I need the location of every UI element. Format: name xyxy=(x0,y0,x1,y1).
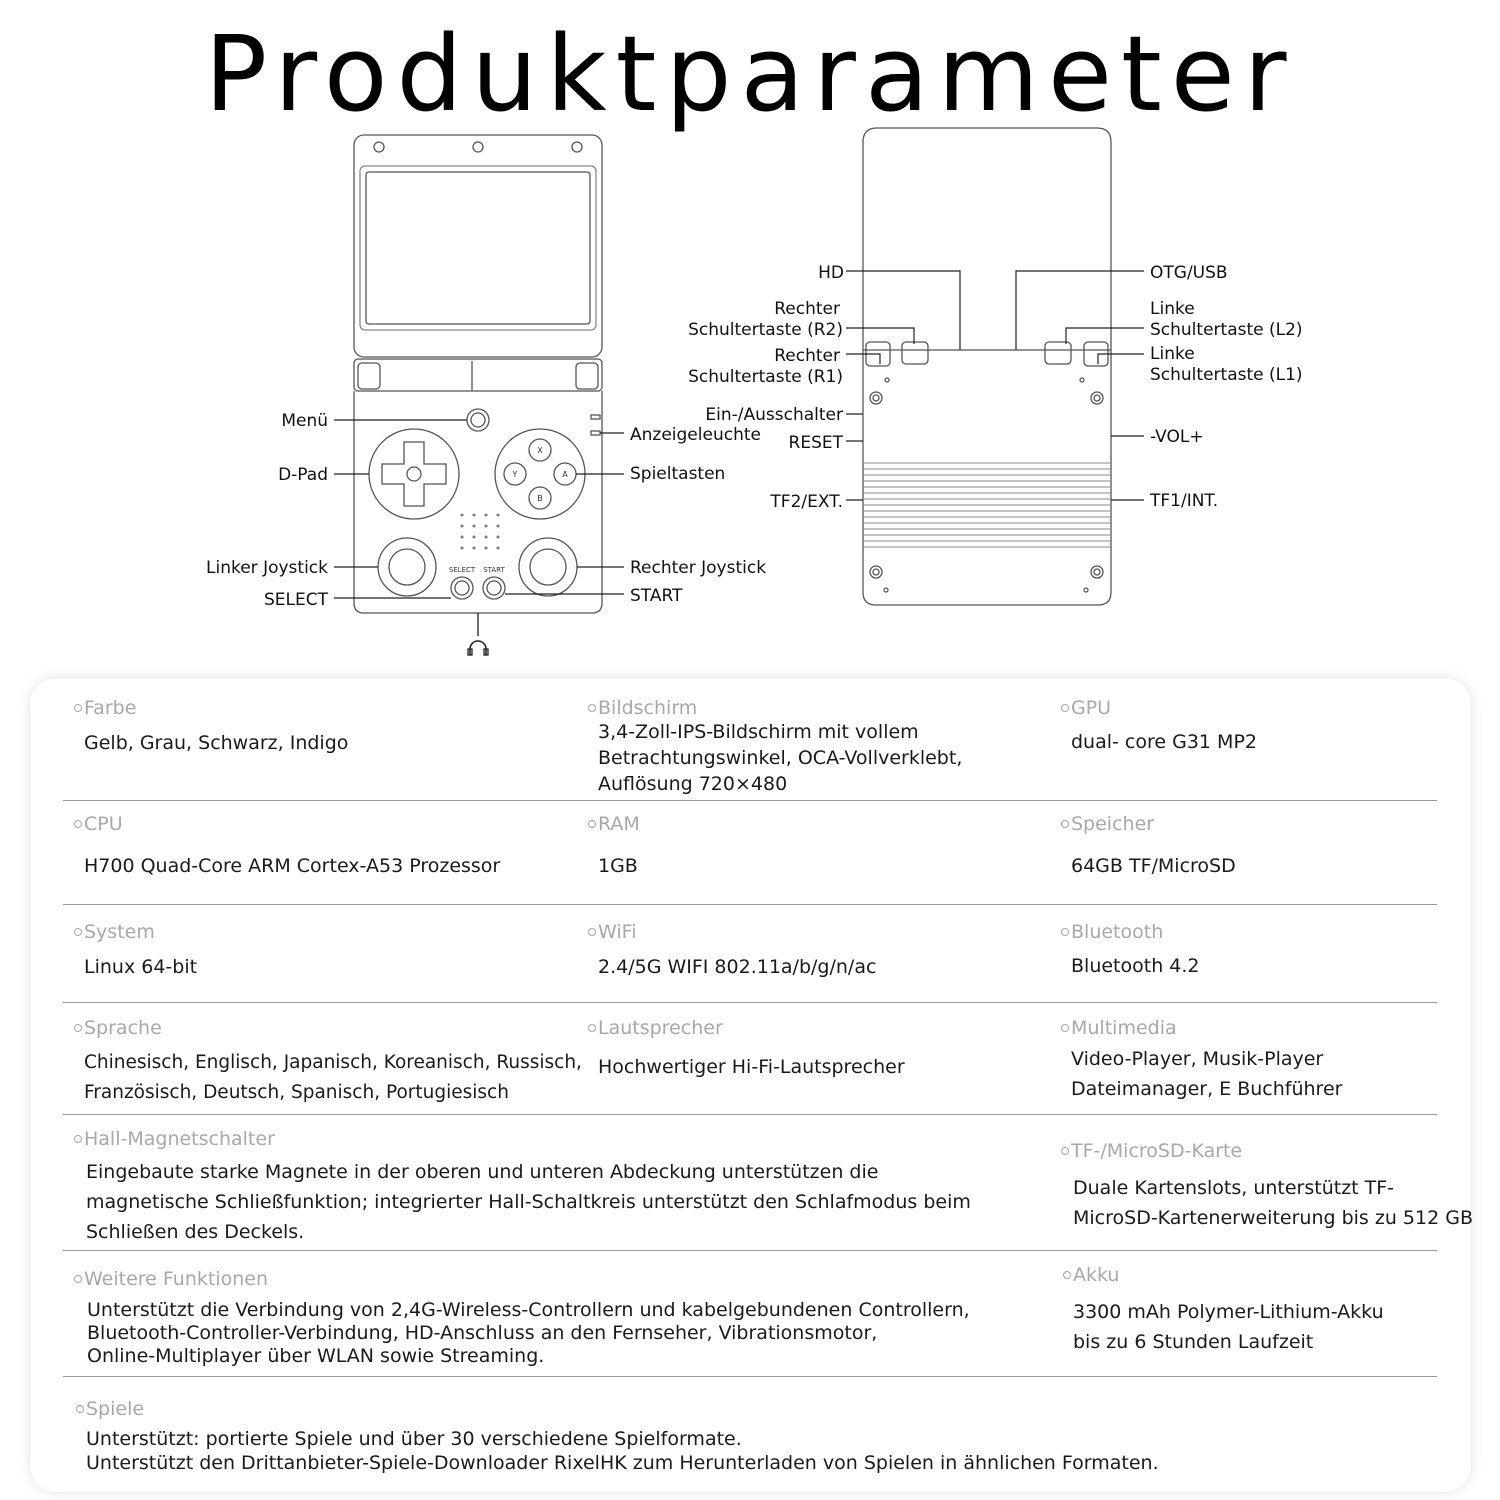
spec-value: Chinesisch, Englisch, Japanisch, Koreanisch, Russisch, Französisch, Deutsch, Spanisch, Portugiesisch xyxy=(84,1052,582,1103)
label-menu: Menü xyxy=(281,411,328,431)
spec-label: RAM xyxy=(598,813,640,835)
dpad-center xyxy=(407,467,421,481)
spec-tf-karte xyxy=(1061,1139,1481,1233)
screw-icon xyxy=(1091,392,1103,404)
bullet-icon xyxy=(76,1405,84,1413)
row-divider xyxy=(63,904,1437,905)
label-vol: -VOL+ xyxy=(1150,427,1204,447)
action-buttons-well xyxy=(495,429,585,519)
label-r1-line1: Rechter xyxy=(774,346,840,366)
back-view xyxy=(863,128,1111,605)
spec-bluetooth xyxy=(1061,920,1461,979)
spec-label: TF-/MicroSD-Karte xyxy=(1071,1140,1243,1162)
label-r2-line2: Schultertaste (R2) xyxy=(688,320,843,340)
hole xyxy=(1084,588,1088,592)
spec-label: Lautsprecher xyxy=(598,1017,723,1039)
spec-hall xyxy=(74,1127,1034,1247)
label-l2-line2: Schultertaste (L2) xyxy=(1150,320,1303,340)
bullet-icon xyxy=(74,928,82,936)
bullet-icon xyxy=(74,704,82,712)
spec-label: Farbe xyxy=(84,697,137,719)
label-tf1: TF1/INT. xyxy=(1150,491,1219,511)
front-view xyxy=(354,135,602,655)
spec-spiele xyxy=(76,1397,1276,1475)
screw-icon xyxy=(572,142,582,152)
spec-value: Bluetooth 4.2 xyxy=(1071,955,1200,977)
left-joystick-cap xyxy=(389,549,425,585)
screw-icon xyxy=(1091,566,1103,578)
screw-icon xyxy=(873,395,879,401)
hinge-part xyxy=(576,363,598,389)
page-title: Produktparameter xyxy=(204,13,1296,135)
spec-value: Video-Player, Musik-Player Dateimanager, E Buchführer xyxy=(1071,1048,1343,1100)
spec-value: 3300 mAh Polymer-Lithium-Akku bis zu 6 Stunden Laufzeit xyxy=(1073,1301,1384,1353)
bullet-icon xyxy=(588,820,596,828)
indicator-light xyxy=(591,415,600,419)
label-dpad: D-Pad xyxy=(278,465,328,485)
row-divider xyxy=(63,1114,1437,1115)
select-button-inner xyxy=(455,581,469,595)
bullet-icon xyxy=(1061,1147,1069,1155)
bullet-icon xyxy=(588,704,596,712)
label-left-joystick: Linker Joystick xyxy=(206,558,328,578)
label-indicator: Anzeigeleuchte xyxy=(630,425,761,445)
bullet-icon xyxy=(74,1135,82,1143)
spec-weitere xyxy=(74,1267,1034,1368)
spec-value: Eingebaute starke Magnete in der oberen und unteren Abdeckung unterstützen die magnetische Schließfunktion; integrierter Hall-Schaltkreis unterstützt den Schlafmodus beim Schließen des Deckels. xyxy=(86,1161,971,1243)
spec-speicher xyxy=(1061,812,1461,879)
spec-value: 64GB TF/MicroSD xyxy=(1071,855,1236,877)
label-l1-line2: Schultertaste (L1) xyxy=(1150,365,1303,385)
spec-value: 3,4-Zoll-IPS-Bildschirm mit vollem Betrachtungswinkel, OCA-Vollverklebt, Auflösung 720×480 xyxy=(598,721,963,795)
screw-icon xyxy=(870,566,882,578)
spec-akku xyxy=(1063,1263,1463,1357)
label-otg-usb: OTG/USB xyxy=(1150,263,1228,283)
hole xyxy=(885,378,889,382)
label-start: START xyxy=(630,586,683,606)
menu-button-inner xyxy=(471,413,485,427)
label-select: SELECT xyxy=(264,590,328,610)
bullet-icon xyxy=(1061,704,1069,712)
device-diagram xyxy=(0,0,1500,670)
spec-value: H700 Quad-Core ARM Cortex-A53 Prozessor xyxy=(84,855,501,877)
left-joystick xyxy=(378,538,436,596)
bullet-icon xyxy=(1061,820,1069,828)
spec-label: Weitere Funktionen xyxy=(84,1268,269,1290)
spec-system xyxy=(74,920,574,980)
spec-multimedia xyxy=(1061,1016,1461,1104)
screw-icon xyxy=(473,142,483,152)
spec-gpu xyxy=(1061,696,1461,755)
spec-farbe xyxy=(74,696,574,756)
button-a-letter: A xyxy=(562,470,568,479)
back-top-shell xyxy=(863,128,1111,350)
spec-label: Akku xyxy=(1073,1264,1120,1286)
screw-icon xyxy=(873,569,879,575)
screw-icon xyxy=(870,392,882,404)
row-divider xyxy=(63,1002,1437,1003)
spec-label: Multimedia xyxy=(1071,1017,1177,1039)
start-button xyxy=(483,577,505,599)
spec-value: Hochwertiger Hi-Fi-Lautsprecher xyxy=(598,1056,905,1078)
row-divider xyxy=(63,800,1437,801)
spec-value: Gelb, Grau, Schwarz, Indigo xyxy=(84,732,349,754)
menu-button xyxy=(467,409,489,431)
screw-icon xyxy=(1094,569,1100,575)
start-button-inner xyxy=(487,581,501,595)
spec-label: System xyxy=(84,921,155,943)
front-bottom-shell xyxy=(354,391,602,613)
dpad-icon xyxy=(382,442,446,506)
indicator-light xyxy=(591,431,600,435)
hole xyxy=(1080,378,1084,382)
screw-icon xyxy=(374,142,384,152)
right-joystick xyxy=(519,538,577,596)
spec-sprache xyxy=(74,1016,614,1108)
screen-bezel xyxy=(360,166,596,330)
screw-icon xyxy=(1094,395,1100,401)
button-x-letter: X xyxy=(537,446,543,455)
spec-label: Hall-Magnetschalter xyxy=(84,1128,275,1150)
select-button xyxy=(451,577,473,599)
spec-label: GPU xyxy=(1071,697,1112,719)
spec-ram xyxy=(588,812,1048,879)
spec-value: Unterstützt die Verbindung von 2,4G-Wireless-Controllern und kabelgebundenen Controllern, Bluetooth-Controller-Verbindung, HD-Anschluss an den Fernseher, Vibrationsmotor, Online-Multiplayer über WLAN sowie Streaming. xyxy=(87,1299,970,1367)
back-leaders xyxy=(846,271,1144,500)
spec-value: Linux 64-bit xyxy=(84,956,198,978)
screen xyxy=(366,172,590,324)
button-b-letter: B xyxy=(537,494,543,503)
bullet-icon xyxy=(74,820,82,828)
back-bottom-shell xyxy=(863,350,1111,605)
spec-value: 2.4/5G WIFI 802.11a/b/g/n/ac xyxy=(598,956,877,978)
bullet-icon xyxy=(1061,928,1069,936)
bullet-icon xyxy=(74,1024,82,1032)
label-right-joystick: Rechter Joystick xyxy=(630,558,767,578)
bullet-icon xyxy=(1063,1271,1071,1279)
select-small-label: SELECT xyxy=(448,566,476,574)
label-reset: RESET xyxy=(788,433,843,453)
r2-button xyxy=(902,342,928,364)
label-power: Ein-/Ausschalter xyxy=(705,405,843,425)
start-small-label: START xyxy=(483,566,505,574)
hinge-part xyxy=(358,363,380,389)
bullet-icon xyxy=(588,928,596,936)
hole xyxy=(884,588,888,592)
right-joystick-cap xyxy=(530,549,566,585)
hinge xyxy=(354,359,602,391)
spec-label: WiFi xyxy=(598,921,637,943)
bullet-icon xyxy=(74,1275,82,1283)
bullet-icon xyxy=(588,1024,596,1032)
l2-button xyxy=(1045,342,1071,364)
speaker-grille xyxy=(461,514,500,550)
label-l2-line1: Linke xyxy=(1150,299,1195,319)
spec-label: Speicher xyxy=(1071,813,1155,835)
spec-label: Bluetooth xyxy=(1071,921,1164,943)
label-hd: HD xyxy=(818,263,844,283)
spec-value: dual- core G31 MP2 xyxy=(1071,731,1257,753)
label-tf2: TF2/EXT. xyxy=(770,492,843,512)
label-r1-line2: Schultertaste (R1) xyxy=(688,367,843,387)
spec-bildschirm xyxy=(588,696,1048,797)
row-divider xyxy=(63,1376,1437,1377)
label-r2-line1: Rechter xyxy=(774,299,840,319)
spec-value: 1GB xyxy=(598,855,638,877)
bullet-icon xyxy=(1061,1024,1069,1032)
spec-cpu xyxy=(74,812,574,879)
button-y-letter: Y xyxy=(512,470,518,479)
spec-lautsprecher xyxy=(588,1016,1048,1080)
label-l1-line1: Linke xyxy=(1150,344,1195,364)
spec-label: Sprache xyxy=(84,1017,162,1039)
row-divider xyxy=(63,1250,1437,1251)
spec-label: Bildschirm xyxy=(598,697,698,719)
spec-label: Spiele xyxy=(86,1398,145,1420)
spec-value: Unterstützt: portierte Spiele und über 30 verschiedene Spielformate. Unterstützt den Drittanbieter-Spiele-Downloader RixelHK zum Herunterladen von Spielen in ähnlichen Formaten. xyxy=(86,1428,1159,1474)
back-grille xyxy=(863,463,1111,547)
label-game-buttons: Spieltasten xyxy=(630,464,726,484)
spec-label: CPU xyxy=(84,813,123,835)
spec-wifi xyxy=(588,920,1048,980)
spec-value: Duale Kartenslots, unterstützt TF- MicroSD-Kartenerweiterung bis zu 512 GB xyxy=(1073,1177,1473,1229)
